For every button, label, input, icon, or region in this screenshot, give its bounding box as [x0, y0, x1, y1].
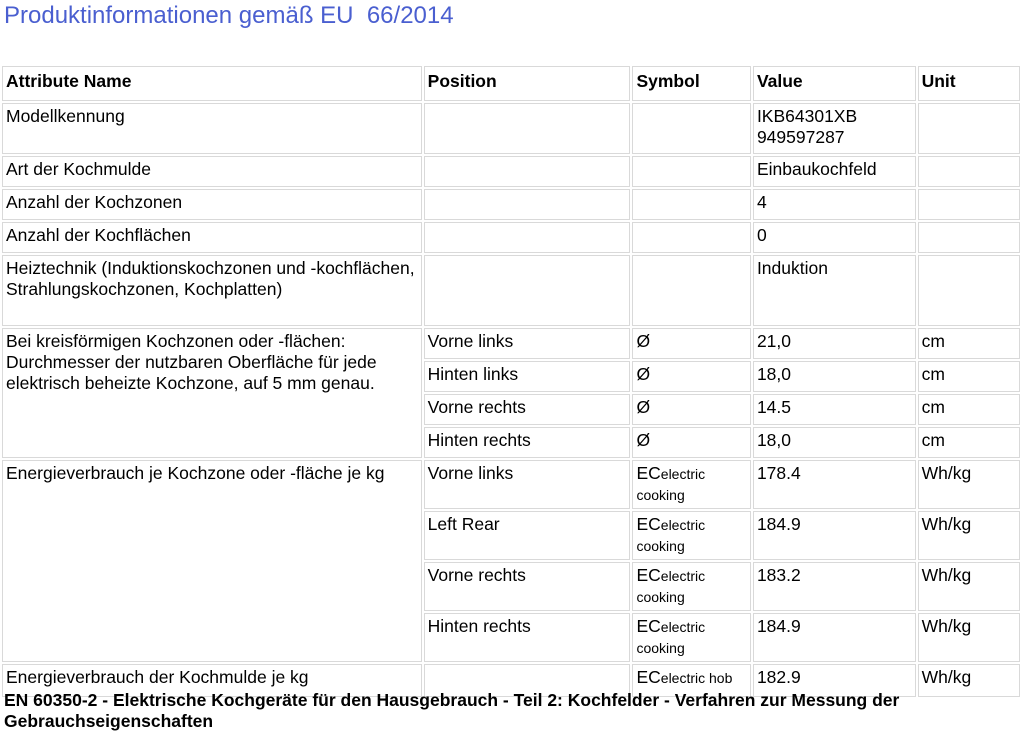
zones-name: Anzahl der Kochzonen — [2, 189, 422, 220]
symbol-subscript: electric cooking — [636, 517, 706, 554]
symbol-ec: EC — [636, 667, 661, 687]
empty-cell — [424, 189, 631, 220]
table-row — [2, 189, 1020, 220]
empty-cell — [424, 222, 631, 253]
energy-zone-value: 184.9 — [753, 511, 916, 560]
energy-zone-unit: Wh/kg — [918, 562, 1020, 611]
standard-reference: EN 60350-2 - Elektrische Kochgeräte für den Hausgebrauch - Teil 2: Kochfelder - Verfahren zur Messung der Gebrauchseigenschaften — [4, 690, 900, 731]
energy-zone-symbol — [632, 460, 750, 509]
heating-value: Induktion — [753, 255, 916, 326]
empty-cell — [918, 156, 1020, 187]
model-id: IKB64301XB — [756, 106, 858, 126]
table-row — [2, 328, 1020, 359]
energy-zone-value: 184.9 — [753, 613, 916, 662]
empty-cell — [632, 222, 750, 253]
table-row — [2, 156, 1020, 187]
symbol-subscript: electric hob — [660, 670, 733, 686]
empty-cell — [632, 156, 750, 187]
table-row — [2, 103, 1020, 154]
diameter-value: 18,0 — [753, 361, 916, 392]
diameter-name: Bei kreisförmigen Kochzonen oder -flächen: Durchmesser der nutzbaren Oberfläche für jede elektrisch beheizte Kochzone, auf 5 mm genau. — [2, 328, 422, 458]
energy-zone-symbol — [632, 613, 750, 662]
symbol-ec: EC — [636, 463, 661, 483]
energy-hob-name: Energieverbrauch der Kochmulde je kg — [2, 664, 422, 697]
header-value: Value — [753, 66, 916, 101]
symbol-subscript: electric cooking — [636, 466, 706, 503]
diameter-unit: cm — [918, 328, 1020, 359]
empty-cell — [632, 255, 750, 326]
energy-zone-unit: Wh/kg — [918, 460, 1020, 509]
empty-cell — [424, 156, 631, 187]
energy-hob-unit: Wh/kg — [918, 664, 1020, 697]
hob-type-value: Einbaukochfeld — [753, 156, 916, 187]
product-info-table — [0, 64, 1022, 699]
diameter-unit: cm — [918, 394, 1020, 425]
empty-cell — [424, 103, 631, 154]
energy-zone-position: Vorne links — [424, 460, 631, 509]
empty-cell — [424, 255, 631, 326]
model-name: Modellkennung — [2, 103, 422, 154]
header-symbol: Symbol — [632, 66, 750, 101]
diameter-value: 14.5 — [753, 394, 916, 425]
energy-zone-position: Hinten rechts — [424, 613, 631, 662]
diameter-unit: cm — [918, 361, 1020, 392]
energy-zone-unit: Wh/kg — [918, 613, 1020, 662]
areas-value: 0 — [753, 222, 916, 253]
diameter-unit: cm — [918, 427, 1020, 458]
table-header-row — [2, 66, 1020, 101]
model-number: 949597287 — [756, 127, 845, 147]
symbol-ec: EC — [636, 565, 661, 585]
energy-zone-symbol — [632, 562, 750, 611]
heating-name: Heiztechnik (Induktionskochzonen und -kochflächen, Strahlungskochzonen, Kochplatten) — [2, 255, 422, 326]
header-position: Position — [424, 66, 631, 101]
page-title: Produktinformationen gemäß EU 66/2014 — [4, 2, 454, 29]
diameter-symbol: Ø — [632, 394, 750, 425]
empty-cell — [918, 255, 1020, 326]
empty-cell — [918, 189, 1020, 220]
header-unit: Unit — [918, 66, 1020, 101]
diameter-symbol: Ø — [632, 361, 750, 392]
areas-name: Anzahl der Kochflächen — [2, 222, 422, 253]
energy-zone-position: Vorne rechts — [424, 562, 631, 611]
table-row — [2, 222, 1020, 253]
energy-zone-name: Energieverbrauch je Kochzone oder -fläche je kg — [2, 460, 422, 662]
energy-zone-value: 183.2 — [753, 562, 916, 611]
model-value — [753, 103, 916, 154]
table-row — [2, 460, 1020, 509]
zones-value: 4 — [753, 189, 916, 220]
symbol-ec: EC — [636, 514, 661, 534]
energy-zone-symbol — [632, 511, 750, 560]
energy-zone-unit: Wh/kg — [918, 511, 1020, 560]
empty-cell — [632, 103, 750, 154]
diameter-value: 21,0 — [753, 328, 916, 359]
energy-zone-position: Left Rear — [424, 511, 631, 560]
table-row — [2, 255, 1020, 326]
empty-cell — [918, 222, 1020, 253]
diameter-position: Hinten rechts — [424, 427, 631, 458]
symbol-subscript: electric cooking — [636, 619, 706, 656]
empty-cell — [918, 103, 1020, 154]
diameter-symbol: Ø — [632, 328, 750, 359]
diameter-value: 18,0 — [753, 427, 916, 458]
energy-hob-value: 182.9 — [753, 664, 916, 697]
energy-zone-value: 178.4 — [753, 460, 916, 509]
symbol-subscript: electric cooking — [636, 568, 706, 605]
symbol-ec: EC — [636, 616, 661, 636]
header-attribute-name: Attribute Name — [2, 66, 422, 101]
empty-cell — [632, 189, 750, 220]
diameter-symbol: Ø — [632, 427, 750, 458]
diameter-position: Vorne rechts — [424, 394, 631, 425]
diameter-position: Vorne links — [424, 328, 631, 359]
diameter-position: Hinten links — [424, 361, 631, 392]
hob-type-name: Art der Kochmulde — [2, 156, 422, 187]
